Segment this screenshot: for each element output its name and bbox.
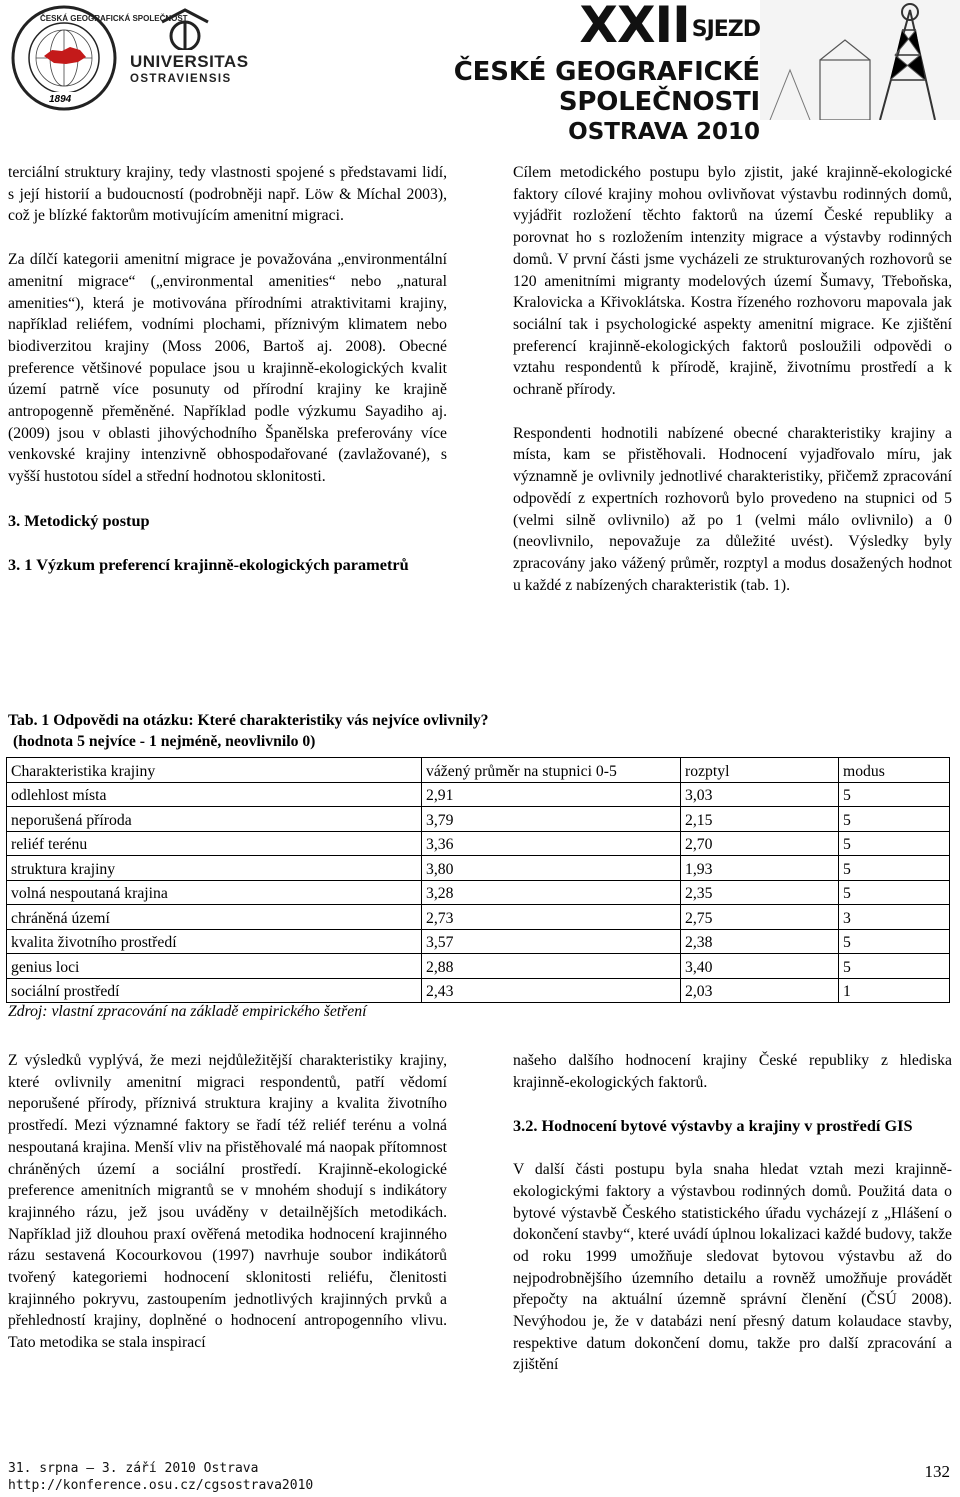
university-emblem-icon	[142, 8, 228, 50]
table-cell: 5	[839, 954, 950, 979]
table-cell: struktura krajiny	[7, 856, 422, 881]
table-row	[7, 831, 950, 856]
section-heading: 3.2. Hodnocení bytové výstavby a krajiny v prostředí GIS	[513, 1116, 913, 1136]
paragraph: Z výsledků vyplývá, že mezi nejdůležitější charakteristiky krajiny, které ovlivnily amenitní migraci respondentů, patří vědomí neporušené přírody, příznivá struktura krajiny a kvalita životního prostředí. Mezi významné faktory se řadí též reliéf terénu a volná nespoutaná krajina. Menší vliv na přistěhovalé má naopak přítomnost chráněných území a sociální prostředí. Krajinně-ekologické preference amenitních migrantů se v mnohém shodují s indikátory krajinného rázu, jež jsou uváděny v detailnějších metodikách. Například již dlouhou praxí ověřená metodika hodnocení krajinného rázu sestavená Kocourkovou (1997) navrhuje soubor indikátorů tvořený kategoriemi hodnocení sklonitosti reliéfu, členitosti krajinného pokryvu, zastoupením jednotlivých krajinných prvků a přehledností krajiny, doplněné o hodnocení antropogenního vlivu. Tato metodika se stala inspirací	[8, 1052, 447, 1352]
table-cell: 3,57	[422, 929, 681, 954]
table-cell: 2,38	[681, 929, 839, 954]
page-number: 132	[924, 1462, 950, 1481]
paragraph: našeho dalšího hodnocení krajiny České republiky z hlediska krajinně-ekologických faktorů.	[513, 1052, 952, 1091]
table-row	[7, 880, 950, 905]
table-cell: 5	[839, 856, 950, 881]
table-cell: 1,93	[681, 856, 839, 881]
paragraph: Za dílčí kategorii amenitní migrace je považována „environmentální amenitní migrace“ („environmental amenities“ nebo „natural amenities“), která je motivována přírodními atraktivitami krajiny, například reliéfem, vodními plochami, příznivým klimatem nebo biodiverzitou krajiny (Moss 2006, Bartoš aj. 2008). Obecné preference většinové populace jsou u krajinně-ekologických kvalit území patrně více posunuty od přírodní krajiny ke krajině antropogenně přeměněné. Například podle výzkumu Sayadiho aj. (2009) jsou v oblasti jihovýchodního Španělska preferovány více venkovské krajiny intenzivně obhospodařované (zavlažované), s vyšší hustotou sídel a střední hodnotou sklonitosti.	[8, 251, 447, 486]
table-header-cell: modus	[839, 758, 950, 783]
table-row	[7, 978, 950, 1003]
table-caption-line: Tab. 1 Odpovědi na otázku: Které charakteristiky vás nejvíce ovlivnily?	[8, 712, 489, 729]
table-cell: 3,28	[422, 880, 681, 905]
table-cell: 5	[839, 807, 950, 832]
results-table	[6, 757, 950, 1003]
table-row	[7, 782, 950, 807]
table-cell: genius loci	[7, 954, 422, 979]
table-cell: 2,73	[422, 905, 681, 930]
table-cell: 2,91	[422, 782, 681, 807]
table-cell: 1	[839, 978, 950, 1003]
table-cell: 2,15	[681, 807, 839, 832]
table-cell: kvalita životního prostředí	[7, 929, 422, 954]
table-cell: 3,79	[422, 807, 681, 832]
paragraph: Respondenti hodnotili nabízené obecné charakteristiky krajiny a místa, kam se přistěhovali. Hodnocení vyjadřovalo míru, jak významně je ovlivnily jednotlivé charakteristiky, přičemž zpracování odpovědí z expertních rozhovorů bylo provedeno na stupnici od 5 (velmi silně ovlivnilo) až po 1 (velmi málo ovlivnilo) a 0 (neovlivnilo, nepovažuje za důležité uvést). Výsledky byly zpracovány jako vážený průměr, rozptyl a modus dosažených hodnot u každé z nabízených charakteristik (tab. 1).	[513, 424, 952, 594]
university-city: OSTRAVIENSIS	[130, 73, 232, 85]
table-row	[7, 807, 950, 832]
mine-headframe-illustration	[760, 0, 960, 120]
table-source-note: Zdroj: vlastní zpracování na základě empirického šetření	[8, 1003, 367, 1020]
table-cell: 5	[839, 880, 950, 905]
table-cell: volná nespoutaná krajina	[7, 880, 422, 905]
table-row	[7, 856, 950, 881]
table-header-cell: rozptyl	[681, 758, 839, 783]
university-logo	[130, 52, 249, 85]
table-cell: 2,70	[681, 831, 839, 856]
table-cell: 2,03	[681, 978, 839, 1003]
table-cell: 5	[839, 782, 950, 807]
table-cell: 3,36	[422, 831, 681, 856]
text-column-right-top	[513, 162, 952, 596]
page-header	[0, 0, 960, 145]
footer-url-link[interactable]: http://konference.osu.cz/cgsostrava2010	[8, 1478, 314, 1493]
table-cell: odlehlost místa	[7, 782, 422, 807]
table-cell: chráněná území	[7, 905, 422, 930]
table-cell: 5	[839, 929, 950, 954]
table-cell: 5	[839, 831, 950, 856]
table-cell: 3,03	[681, 782, 839, 807]
table-cell: 3,80	[422, 856, 681, 881]
paragraph: terciální struktury krajiny, tedy vlastnosti spojené s představami lidí, s její historií a budoucností (podrobněji např. Löw & Míchal 2003), což je blízké faktorům motivujícím amenitní migraci.	[8, 164, 447, 225]
table-caption-line: (hodnota 5 nejvíce - 1 nejméně, neovlivnilo 0)	[13, 733, 316, 750]
page-footer	[8, 1460, 313, 1494]
university-name: UNIVERSITAS	[130, 52, 249, 71]
table-row	[7, 929, 950, 954]
subsection-heading: 3. 1 Výzkum preferencí krajinně-ekologických parametrů	[8, 554, 409, 574]
text-column-right-bottom	[513, 1050, 952, 1376]
text-column-left-bottom	[8, 1050, 447, 1354]
footer-date-place: 31. srpna – 3. září 2010 Ostrava	[8, 1461, 259, 1476]
seal-year: 1894	[49, 94, 72, 105]
section-heading: 3. Metodický postup	[8, 510, 150, 530]
congress-title	[320, 0, 760, 147]
congress-word: SJEZD	[691, 17, 760, 42]
table-cell: 2,43	[422, 978, 681, 1003]
table-cell: sociální prostředí	[7, 978, 422, 1003]
text-column-left-top	[8, 162, 447, 575]
table-caption	[8, 710, 948, 752]
congress-society: ČESKÉ GEOGRAFICKÉ SPOLEČNOSTI	[453, 57, 760, 117]
table-cell: 3	[839, 905, 950, 930]
paragraph: Cílem metodického postupu bylo zjistit, jaké krajinně-ekologické faktory cílové krajiny mohou ovlivňovat výstavbu rodinných domů, vyjádřit rozložení těchto faktorů na území České republiky a porovnat ho s rozložením intenzity migrace a výstavby rodinných domů. V první části jsme vycházeli ze strukturovaných rozhovorů se 120 amenitními migranty modelových území Šumavy, Třeboňska, Kralovicka a Křivoklátska. Kostra řízeného rozhovoru mapovala jak sociální tak i psychologické aspekty amenitní migrace. Ke zjištění preferencí krajinně-ekologických faktorů posloužili odpovědi o vztahu respondentů k přírodě, krajině, životnímu prostředí a k ochraně přírody.	[513, 164, 952, 399]
congress-number: XXII	[579, 0, 690, 54]
table-row	[7, 905, 950, 930]
table-row	[7, 954, 950, 979]
table-header-cell: vážený průměr na stupnici 0-5	[422, 758, 681, 783]
table-cell: 2,88	[422, 954, 681, 979]
paragraph: V další části postupu byla snaha hledat vztah mezi krajinně-ekologickými faktory a výstavbou rodinných domů. Použitá data o bytové výstavbě Českého statistického úřadu vycházejí z „Hlášení o dokončení stavby“, které uvádí úplnou lokalizaci každé budovy, takže od roku 1999 umožňuje sledovat bytovou výstavbu až do nejpodrobnějšího územního detailu a rovněž umožňuje provádět přepočty na aktuální územně správní členění (ČSÚ 2008). Nevýhodou je, že v databázi není přesný datum kolaudace stavby, respektive datum dokončení domu, takže pro další zpracování a zjištění	[513, 1161, 952, 1374]
table-cell: 2,35	[681, 880, 839, 905]
congress-place: OSTRAVA 2010	[568, 119, 760, 145]
table-header-row	[7, 758, 950, 783]
seal-ring-text: ČESKÁ GEOGRAFICKÁ SPOLEČNOST	[40, 14, 188, 23]
table-cell: 3,40	[681, 954, 839, 979]
table-header-cell: Charakteristika krajiny	[7, 758, 422, 783]
table-cell: neporušená příroda	[7, 807, 422, 832]
table-cell: reliéf terénu	[7, 831, 422, 856]
table-cell: 2,75	[681, 905, 839, 930]
